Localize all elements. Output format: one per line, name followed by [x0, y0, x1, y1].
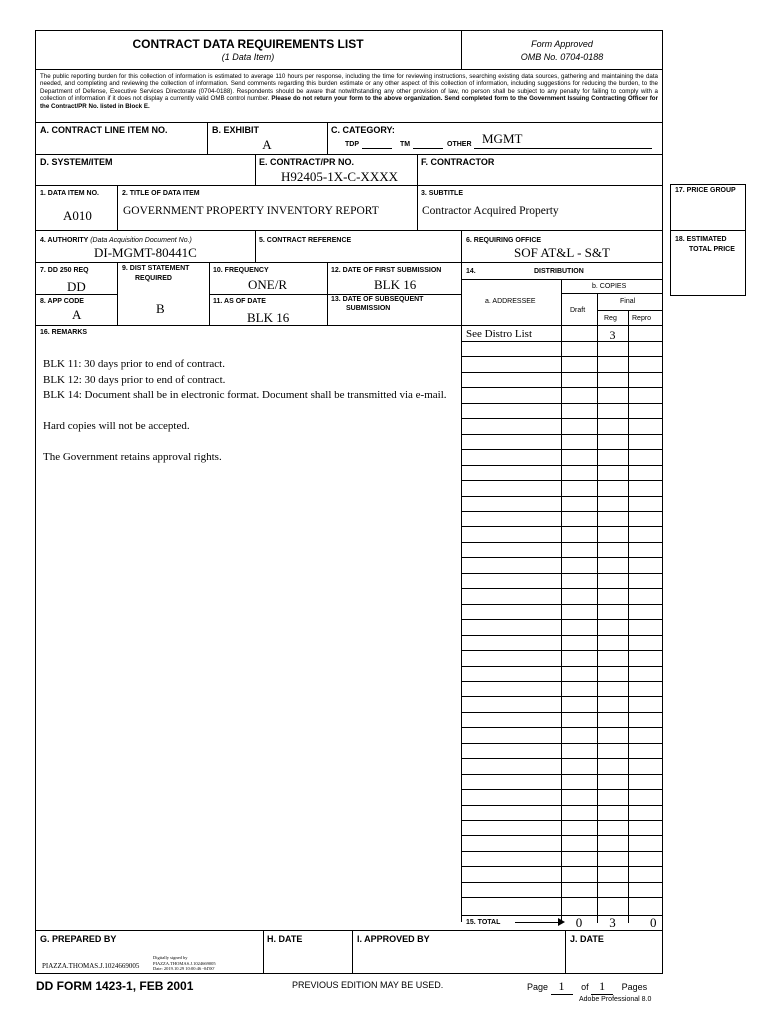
remark-line: BLK 11: 30 days prior to end of contract. — [43, 358, 225, 370]
total-reg[interactable]: 3 — [609, 915, 616, 930]
sig-divider-3 — [565, 930, 566, 974]
block-b-label: B. EXHIBIT — [212, 125, 260, 135]
header-bottom-line — [35, 69, 663, 70]
distribution-row-line — [461, 588, 663, 589]
row-7-divider-1 — [117, 262, 118, 325]
item-14-label: 14. — [466, 268, 476, 275]
distribution-row-line — [461, 356, 663, 357]
addressee-label: a. ADDRESSEE — [485, 298, 536, 305]
block-c-tm: TM — [400, 141, 411, 148]
distribution-row-line — [461, 681, 663, 682]
remark-line: BLK 14: Document shall be in electronic format. Document shall be transmitted via e-mail. — [43, 389, 447, 401]
distribution-row-line — [461, 666, 663, 667]
distribution-row-line — [461, 387, 663, 388]
row-a-bottom — [35, 154, 663, 155]
form-number: DD FORM 1423-1, FEB 2001 — [36, 979, 194, 993]
remark-line — [43, 404, 447, 420]
distribution-row-line — [461, 897, 663, 898]
block-d-label: D. SYSTEM/ITEM — [40, 157, 113, 167]
row-7-divider-4 — [461, 262, 462, 922]
copies-label: b. COPIES — [592, 283, 627, 290]
previous-edition: PREVIOUS EDITION MAY BE USED. — [292, 980, 444, 990]
block-e-label: E. CONTRACT/PR NO. — [259, 157, 355, 167]
item-8-label: 8. APP CODE — [40, 298, 84, 305]
omb-number: OMB No. 0704-0188 — [520, 52, 604, 62]
block-j-label: J. DATE — [570, 934, 604, 944]
distribution-row-line — [461, 434, 663, 435]
item-10-label: 10. FREQUENCY — [213, 267, 269, 274]
distribution-row-line — [461, 418, 663, 419]
row-a-divider-2 — [327, 122, 328, 154]
burden-text: The public reporting burden for this collection of information is estimated to average 110 hours per response, including the time for reviewing instructions, searching existing data sources, gathering and maintaining the data needed, and completing and reviewing the collection of information. Send comments regarding this burden estimate or any other aspect of this collection of information, including suggestions for reducing the burden, to the Department of Defense, Executive Services Directorate (0704-0188). Respondents should be aware that notwithstanding any other provision of law, no person shall be subject to any penalty for failing to comply with a collection of information if it does not display a currently valid OMB control number. — [40, 73, 658, 103]
row-1-bottom — [35, 230, 663, 231]
repro-label: Repro — [632, 315, 652, 322]
software-note: Adobe Professional 8.0 — [579, 996, 652, 1003]
addressee-divider — [561, 279, 562, 923]
item-4-value[interactable]: DI-MGMT-80441C — [94, 245, 197, 260]
block-i-label: I. APPROVED BY — [357, 934, 430, 944]
burden-instructions: Please do not return your form to the above organization. Send completed form to the Government Issuing Contracting Officer for the Contract/PR No. listed in Block E. — [40, 95, 658, 110]
remark-line: Hard copies will not be accepted. — [43, 420, 190, 432]
item-18-label-2: TOTAL PRICE — [689, 246, 735, 253]
row-1-divider-1 — [117, 185, 118, 230]
item-4-label-note: (Data Acquisition Document No.) — [90, 237, 192, 244]
item-18-label-1: 18. ESTIMATED — [675, 236, 727, 243]
final-line — [597, 310, 663, 311]
item-5-label: 5. CONTRACT REFERENCE — [259, 237, 352, 244]
item-6-value[interactable]: SOF AT&L - S&T — [514, 245, 610, 260]
page-label: Page — [527, 982, 549, 992]
distribution-row-line — [461, 341, 663, 342]
distribution-row-line — [461, 480, 663, 481]
total-draft[interactable]: 0 — [575, 915, 583, 930]
block-b-value[interactable]: A — [262, 137, 272, 152]
final-label: Final — [620, 298, 636, 305]
item-11-value[interactable]: BLK 16 — [247, 310, 290, 325]
total-repro[interactable]: 0 — [650, 915, 657, 930]
distribution-label: DISTRIBUTION — [534, 268, 584, 275]
item-17-label: 17. PRICE GROUP — [675, 187, 736, 194]
form-approved-text: Form Approved — [531, 39, 593, 49]
block-c-tdp: TDP — [345, 141, 359, 148]
distribution-row-line — [461, 542, 663, 543]
distribution-row-line — [461, 650, 663, 651]
pages-label: Pages — [621, 982, 648, 992]
distribution-row-line — [461, 712, 663, 713]
burden-statement — [40, 73, 658, 110]
digital-signature — [153, 955, 216, 972]
remark-line: The Government retains approval rights. — [43, 451, 222, 463]
dist-header-line — [461, 279, 663, 280]
item-8-value[interactable]: A — [72, 307, 82, 322]
reg-label: Reg — [604, 315, 617, 322]
burden-bottom-line — [35, 122, 663, 123]
distribution-row-line — [461, 835, 663, 836]
row-d-bottom — [35, 185, 663, 186]
item-3-value[interactable]: Contractor Acquired Property — [422, 205, 559, 217]
distribution-row-line — [461, 573, 663, 574]
distribution-row-line — [461, 882, 663, 883]
item-16-label: 16. REMARKS — [40, 329, 88, 336]
sig-divider-1 — [263, 930, 264, 974]
row-d-divider-1 — [255, 154, 256, 185]
form-subtitle: (1 Data Item) — [221, 52, 275, 62]
sig-line-2: PIAZZA.THOMAS.J.1024669005 — [153, 960, 216, 966]
item-1-label: 1. DATA ITEM NO. — [40, 190, 99, 197]
item-6-label: 6. REQUIRING OFFICE — [466, 237, 542, 244]
distribution-row-line — [461, 635, 663, 636]
distribution-row-line — [461, 372, 663, 373]
row-4-divider-1 — [255, 230, 256, 262]
block-f-label: F. CONTRACTOR — [421, 157, 495, 167]
distribution-addressee[interactable]: See Distro List — [466, 328, 532, 340]
item-15-label: 15. TOTAL — [466, 919, 501, 926]
distribution-reg[interactable]: 3 — [609, 328, 616, 342]
distribution-row-line — [461, 465, 663, 466]
of-label: of — [581, 982, 589, 992]
distribution-row-line — [461, 851, 663, 852]
sig-divider-2 — [352, 930, 353, 974]
item-9-label-2: REQUIRED — [135, 275, 172, 282]
draft-label: Draft — [570, 307, 586, 314]
row-7-split — [35, 294, 117, 295]
distribution-row-line — [461, 449, 663, 450]
row-1-divider-2 — [417, 185, 418, 230]
remark-line — [43, 435, 447, 451]
distribution-row-line — [461, 526, 663, 527]
block-c-other: OTHER — [447, 141, 472, 148]
row-10-split — [209, 294, 327, 295]
row-7-bottom — [35, 325, 663, 326]
item-12-value[interactable]: BLK 16 — [374, 277, 417, 292]
item-10-value[interactable]: ONE/R — [248, 277, 287, 292]
item-2-label: 2. TITLE OF DATA ITEM — [122, 190, 200, 197]
distribution-row-line — [461, 619, 663, 620]
distribution-row-line — [461, 496, 663, 497]
distribution-row-line — [461, 789, 663, 790]
block-a-label: A. CONTRACT LINE ITEM NO. — [40, 125, 168, 135]
sig-line-1: Digitally signed by — [153, 955, 188, 960]
tm-line — [413, 148, 443, 149]
row-d-divider-2 — [417, 154, 418, 185]
prepared-by-value[interactable]: PIAZZA.THOMAS.J.1024669005 — [42, 962, 140, 970]
distribution-row-line — [461, 696, 663, 697]
item-9-value[interactable]: B — [156, 301, 165, 316]
row-4-divider-2 — [461, 230, 462, 262]
total-arrow-icon — [515, 922, 561, 923]
block-c-label: C. CATEGORY: — [331, 125, 395, 135]
item-12-label: 12. DATE OF FIRST SUBMISSION — [331, 267, 442, 274]
block-g-label: G. PREPARED BY — [40, 934, 117, 944]
item-7-label: 7. DD 250 REQ — [40, 267, 89, 274]
distribution-row-line — [461, 866, 663, 867]
distribution-row-line — [461, 557, 663, 558]
distribution-row-line — [461, 758, 663, 759]
distribution-row-line — [461, 820, 663, 821]
remarks-text[interactable] — [43, 357, 447, 466]
item-3-label: 3. SUBTITLE — [421, 190, 464, 197]
distribution-row-line — [461, 604, 663, 605]
copies-line — [561, 293, 663, 294]
item-7-value[interactable]: DD — [67, 279, 86, 294]
item-9-label-1: 9. DIST STATEMENT — [122, 265, 190, 272]
other-line — [474, 148, 652, 149]
total-bottom-line — [35, 930, 663, 931]
item-1-value[interactable]: A010 — [63, 208, 92, 223]
item-4-label-main: 4. AUTHORITY — [40, 237, 89, 244]
distribution-row-line — [461, 805, 663, 806]
form-approved — [462, 38, 662, 64]
item-11-label: 11. AS OF DATE — [213, 298, 266, 305]
page-total[interactable]: 1 — [591, 979, 613, 995]
distribution-row-line — [461, 727, 663, 728]
distribution-row-line — [461, 511, 663, 512]
tdp-line — [362, 148, 392, 149]
item-13-label-1: 13. DATE OF SUBSEQUENT — [331, 296, 424, 303]
block-c-value[interactable]: MGMT — [482, 131, 523, 146]
distribution-row-line — [461, 403, 663, 404]
item-13-label-2: SUBMISSION — [346, 305, 391, 312]
distribution-row-line — [461, 774, 663, 775]
remark-line: BLK 12: 30 days prior to end of contract. — [43, 373, 226, 386]
row-4-bottom — [35, 262, 663, 263]
sig-line-3: Date: 2019.10.29 10:00:46 -04'00' — [153, 966, 215, 971]
form-title: CONTRACT DATA REQUIREMENTS LIST — [132, 37, 364, 51]
page-indicator — [527, 979, 647, 995]
distribution-row-line — [461, 743, 663, 744]
block-e-value[interactable]: H92405-1X-C-XXXX — [281, 169, 398, 184]
page-number[interactable]: 1 — [551, 979, 573, 995]
item-2-value[interactable]: GOVERNMENT PROPERTY INVENTORY REPORT — [123, 205, 379, 217]
block-h-label: H. DATE — [267, 934, 303, 944]
item-4-label — [40, 237, 192, 244]
row-12-split — [327, 294, 461, 295]
